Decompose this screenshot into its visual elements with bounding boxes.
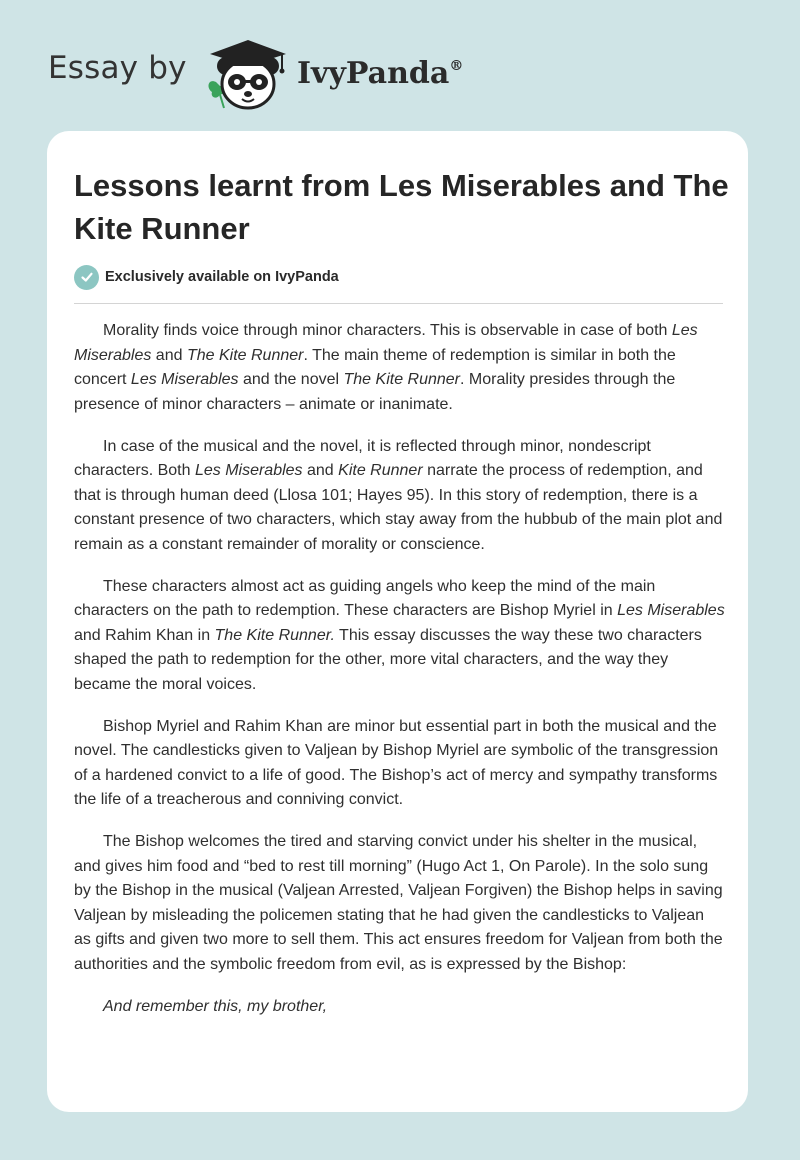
paragraph-3: [74, 575, 725, 698]
title-italic: The Kite Runner: [186, 346, 304, 364]
title-italic: Les Miserables: [74, 322, 698, 364]
registered-mark: ®: [449, 58, 464, 74]
title-italic: Les Miserables: [617, 602, 725, 619]
site-header: [0, 0, 800, 120]
brand-name[interactable]: [297, 56, 463, 91]
title-italic: Kite Runner: [338, 462, 423, 479]
text-run: This essay discusses the way these two characters shaped the path to redemption for the other, more vital characters, and the way they became the moral voices.: [74, 626, 702, 693]
badge-label: Exclusively available on IvyPanda: [105, 269, 339, 285]
title-italic: The Kite Runner.: [214, 626, 335, 644]
paragraph-4: Bishop Myriel and Rahim Khan are minor but essential part in both the musical and the novel. The candlesticks given to Valjean by Bishop Myriel are symbolic of the transgression of a hardened convict to a life of good. The Bishop’s act of mercy and sympathy transforms the life of a treacherous and conniving convict.: [74, 717, 719, 808]
text-run: In case of the musical and the novel, it is reflected through minor, nondescript characters. Both: [74, 437, 651, 479]
brand-text: IvyPanda: [297, 56, 450, 91]
text-run: Morality finds voice through minor characters. This is observable in case of both: [103, 322, 672, 339]
text-run: and: [302, 462, 339, 479]
text-run: and the novel: [238, 371, 344, 388]
essay-card: [47, 131, 748, 1112]
title-italic: Les Miserables: [194, 462, 303, 479]
text-run: and: [151, 346, 187, 364]
text-run: narrate the process of redemption, and that is through human deed (Llosa 101; Hayes 95). In this story of redemption, there is a constant presence of two characters, which stay away from the hubbub of the main plot and remain as a constant remainder of morality or conscience.: [74, 462, 723, 553]
divider: [74, 303, 723, 304]
title-italic: The Kite Runner: [343, 371, 461, 388]
essay-by-label: Essay by: [48, 50, 187, 86]
title-italic: Les Miserables: [130, 371, 239, 388]
text-run: . The main theme of redemption is similar in both the concert: [74, 346, 676, 388]
text-run: and Rahim Khan in: [74, 626, 215, 644]
text-run: These characters almost act as guiding angels who keep the mind of the main characters on the path to redemption. These characters are Bishop Myriel in: [74, 577, 656, 619]
paragraph-5: The Bishop welcomes the tired and starving convict under his shelter in the musical, and gives him food and “bed to rest till morning” (Hugo Act 1, On Parole). In the solo sung by the Bishop in the musical (Valjean Arrested, Valjean Forgiven) the Bishop helps in saving Valjean by misleading the policemen stating that he had given the candlesticks to Valjean as gifts and given two more to sell them. This act ensures freedom for Valjean from both the authorities and the symbolic freedom from evil, as is expressed by the Bishop:: [74, 833, 723, 973]
paragraph-1: [74, 319, 725, 417]
check-icon: [74, 265, 99, 290]
text-run: . Morality presides through the presence of minor characters – animate or inanimate.: [74, 371, 676, 413]
ivypanda-logo-icon[interactable]: [202, 38, 294, 110]
essay-title: Lessons learnt from Les Miserables and The Kite Runner: [74, 168, 729, 246]
exclusive-badge: [74, 264, 339, 290]
essay-body: [74, 319, 725, 1037]
quote-line: And remember this, my brother,: [103, 997, 328, 1015]
paragraph-2: [74, 435, 725, 558]
